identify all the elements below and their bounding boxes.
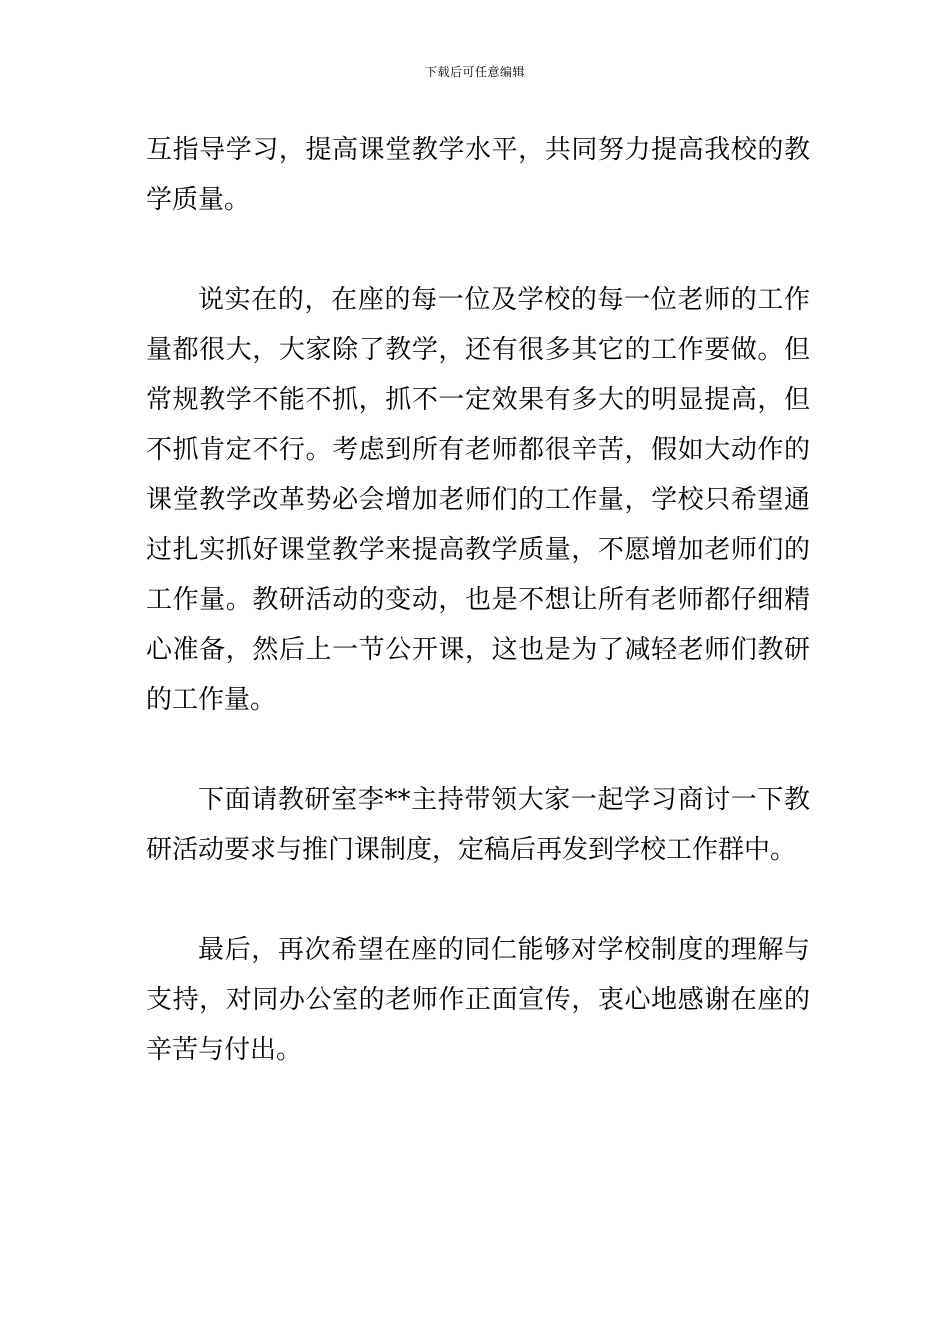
document-body: [146, 125, 810, 1075]
paragraph: 说实在的，在座的每一位及学校的每一位老师的工作量都很大，大家除了教学，还有很多其它的工作要做。但常规教学不能不抓，抓不一定效果有多大的明显提高，但不抓肯定不行。考虑到所有老师都很辛苦，假如大动作的课堂教学改革势必会增加老师们的工作量，学校只希望通过扎实抓好课堂教学来提高教学质量，不愿增加老师们的工作量。教研活动的变动，也是不想让所有老师都仔细精心准备，然后上一节公开课，这也是为了减轻老师们教研的工作量。: [146, 285, 810, 715]
paragraph-gap: [146, 875, 810, 925]
paragraph-gap: [146, 225, 810, 275]
paragraph: 下面请教研室李**主持带领大家一起学习商讨一下教研活动要求与推门课制度，定稿后再发到学校工作群中。: [146, 785, 810, 865]
paragraph: 最后，再次希望在座的同仁能够对学校制度的理解与支持，对同办公室的老师作正面宣传，衷心地感谢在座的辛苦与付出。: [146, 935, 810, 1065]
paragraph-gap: [146, 725, 810, 775]
paragraph-continued: 互指导学习，提高课堂教学水平，共同努力提高我校的教学质量。: [146, 135, 810, 215]
page-header-note: 下载后可任意编辑: [424, 65, 525, 79]
